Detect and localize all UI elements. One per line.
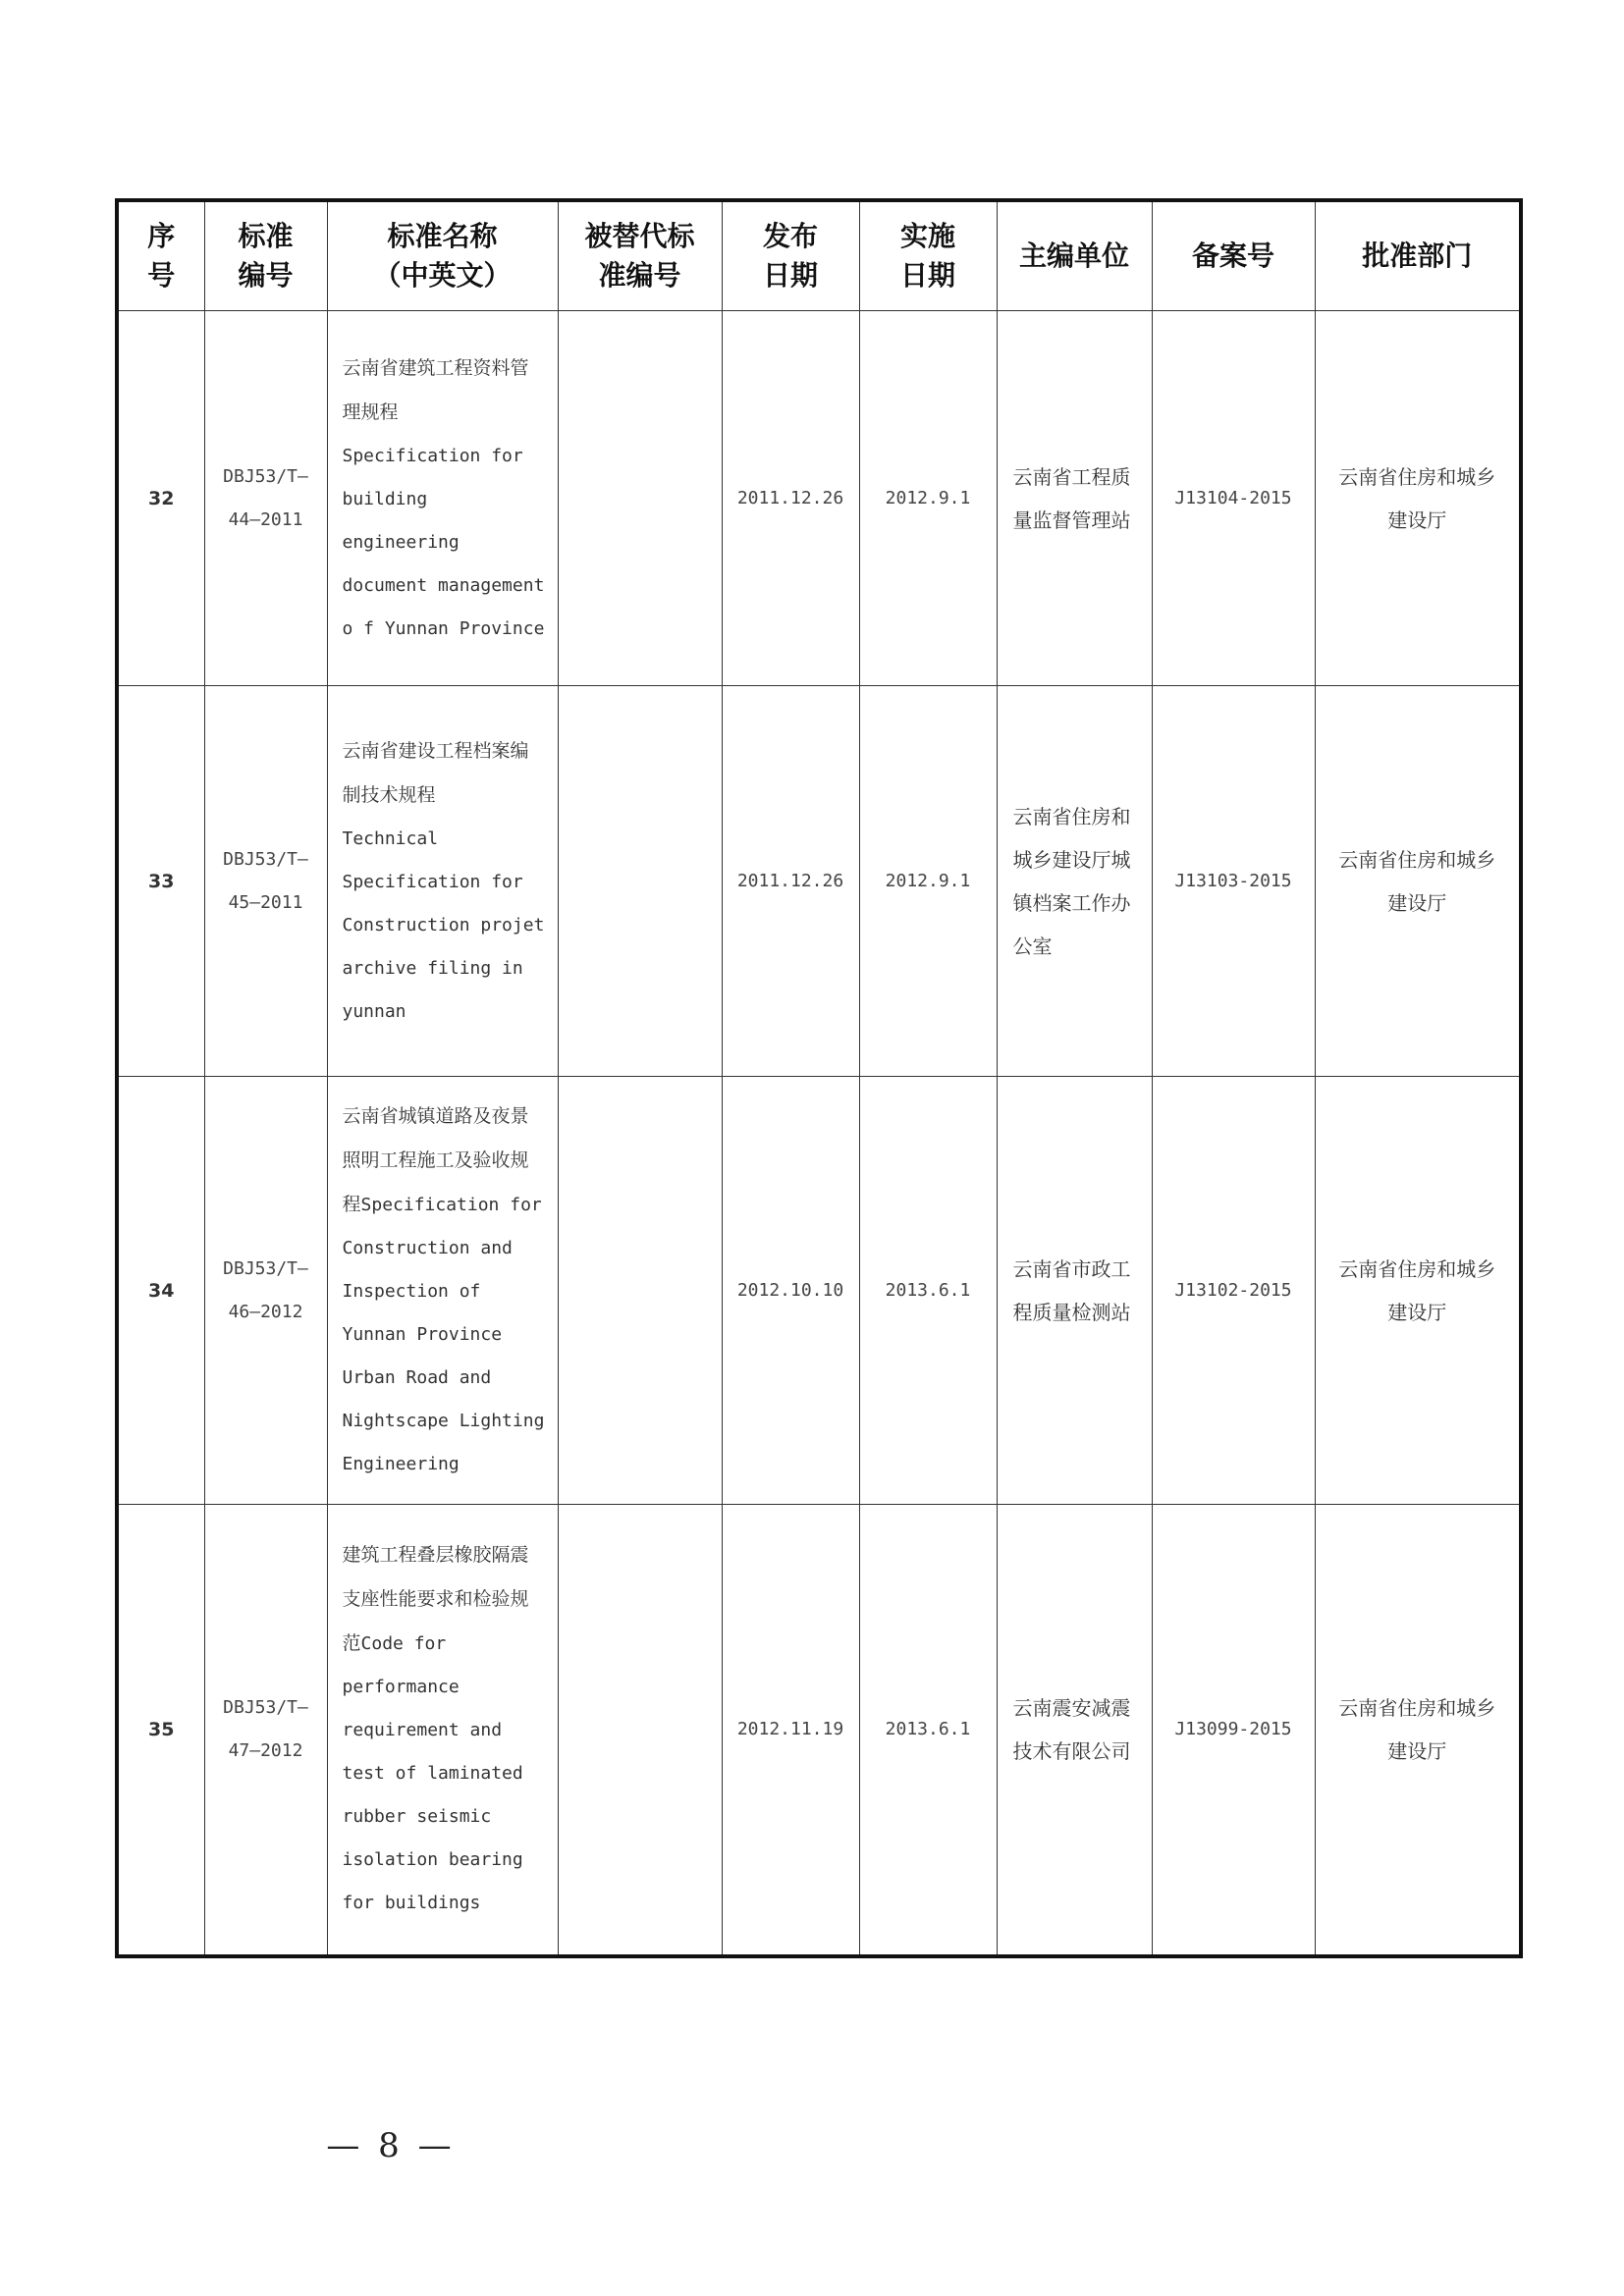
cell-effective-date: 2012.9.1: [859, 311, 997, 686]
cell-code: DBJ53/T— 46—2012: [204, 1077, 327, 1505]
name-zh: 建筑工程叠层橡胶隔震支座性能要求和检验规范: [342, 1544, 529, 1655]
cell-dept: 云南省住房和城乡建设厅: [1315, 686, 1521, 1077]
cell-publish-date: 2012.11.19: [722, 1505, 859, 1956]
header-effective-date: 实施 日期: [859, 200, 997, 311]
name-zh: 云南省建筑工程资料管理规程: [342, 356, 529, 423]
cell-replaced: [558, 1077, 722, 1505]
cell-record-no: J13103-2015: [1152, 686, 1315, 1077]
table-row: [117, 686, 1521, 1077]
cell-code: DBJ53/T— 44—2011: [204, 311, 327, 686]
header-editor: 主编单位: [997, 200, 1152, 311]
cell-dept: 云南省住房和城乡建设厅: [1315, 1077, 1521, 1505]
cell-editor: 云南震安减震技术有限公司: [997, 1505, 1152, 1956]
name-en: Code for performance requirement and test of laminated rubber seismic isolation bearing for buildings: [342, 1633, 523, 1914]
cell-name: [327, 311, 558, 686]
cell-name: [327, 1077, 558, 1505]
name-zh: 云南省建设工程档案编制技术规程: [342, 739, 529, 806]
cell-replaced: [558, 686, 722, 1077]
table-body: [117, 311, 1521, 1956]
header-seq: 序 号: [117, 200, 204, 311]
cell-name: [327, 1505, 558, 1956]
table-row: [117, 311, 1521, 686]
standards-table: [115, 198, 1523, 1958]
cell-dept: 云南省住房和城乡建设厅: [1315, 1505, 1521, 1956]
cell-editor: 云南省住房和城乡建设厅城镇档案工作办公室: [997, 686, 1152, 1077]
header-row: [117, 200, 1521, 311]
cell-effective-date: 2012.9.1: [859, 686, 997, 1077]
cell-name: [327, 686, 558, 1077]
header-replaced: 被替代标 准编号: [558, 200, 722, 311]
header-publish-date: 发布 日期: [722, 200, 859, 311]
name-en: Specification for building engineering document management o f Yunnan Province: [342, 445, 545, 639]
cell-seq: 34: [117, 1077, 204, 1505]
table-header: [117, 200, 1521, 311]
header-record-no: 备案号: [1152, 200, 1315, 311]
cell-replaced: [558, 1505, 722, 1956]
cell-seq: 32: [117, 311, 204, 686]
name-zh: 云南省城镇道路及夜景照明工程施工及验收规程: [342, 1105, 529, 1215]
header-code: 标准 编号: [204, 200, 327, 311]
cell-editor: 云南省市政工程质量检测站: [997, 1077, 1152, 1505]
cell-editor: 云南省工程质量监督管理站: [997, 311, 1152, 686]
cell-effective-date: 2013.6.1: [859, 1505, 997, 1956]
cell-dept: 云南省住房和城乡建设厅: [1315, 311, 1521, 686]
cell-publish-date: 2011.12.26: [722, 311, 859, 686]
cell-record-no: J13104-2015: [1152, 311, 1315, 686]
header-dept: 批准部门: [1315, 200, 1521, 311]
header-name: 标准名称 （中英文）: [327, 200, 558, 311]
name-en: Technical Specification for Construction projet archive filing in yunnan: [342, 828, 545, 1022]
cell-replaced: [558, 311, 722, 686]
table-row: [117, 1505, 1521, 1956]
name-en: Specification for Construction and Inspection of Yunnan Province Urban Road and Nightscape Lighting Engineering: [342, 1195, 545, 1474]
cell-effective-date: 2013.6.1: [859, 1077, 997, 1505]
cell-code: DBJ53/T— 47—2012: [204, 1505, 327, 1956]
cell-seq: 33: [117, 686, 204, 1077]
page-number: — 8 —: [326, 2126, 456, 2165]
table-row: [117, 1077, 1521, 1505]
cell-publish-date: 2011.12.26: [722, 686, 859, 1077]
cell-seq: 35: [117, 1505, 204, 1956]
cell-publish-date: 2012.10.10: [722, 1077, 859, 1505]
cell-record-no: J13102-2015: [1152, 1077, 1315, 1505]
cell-code: DBJ53/T— 45—2011: [204, 686, 327, 1077]
cell-record-no: J13099-2015: [1152, 1505, 1315, 1956]
